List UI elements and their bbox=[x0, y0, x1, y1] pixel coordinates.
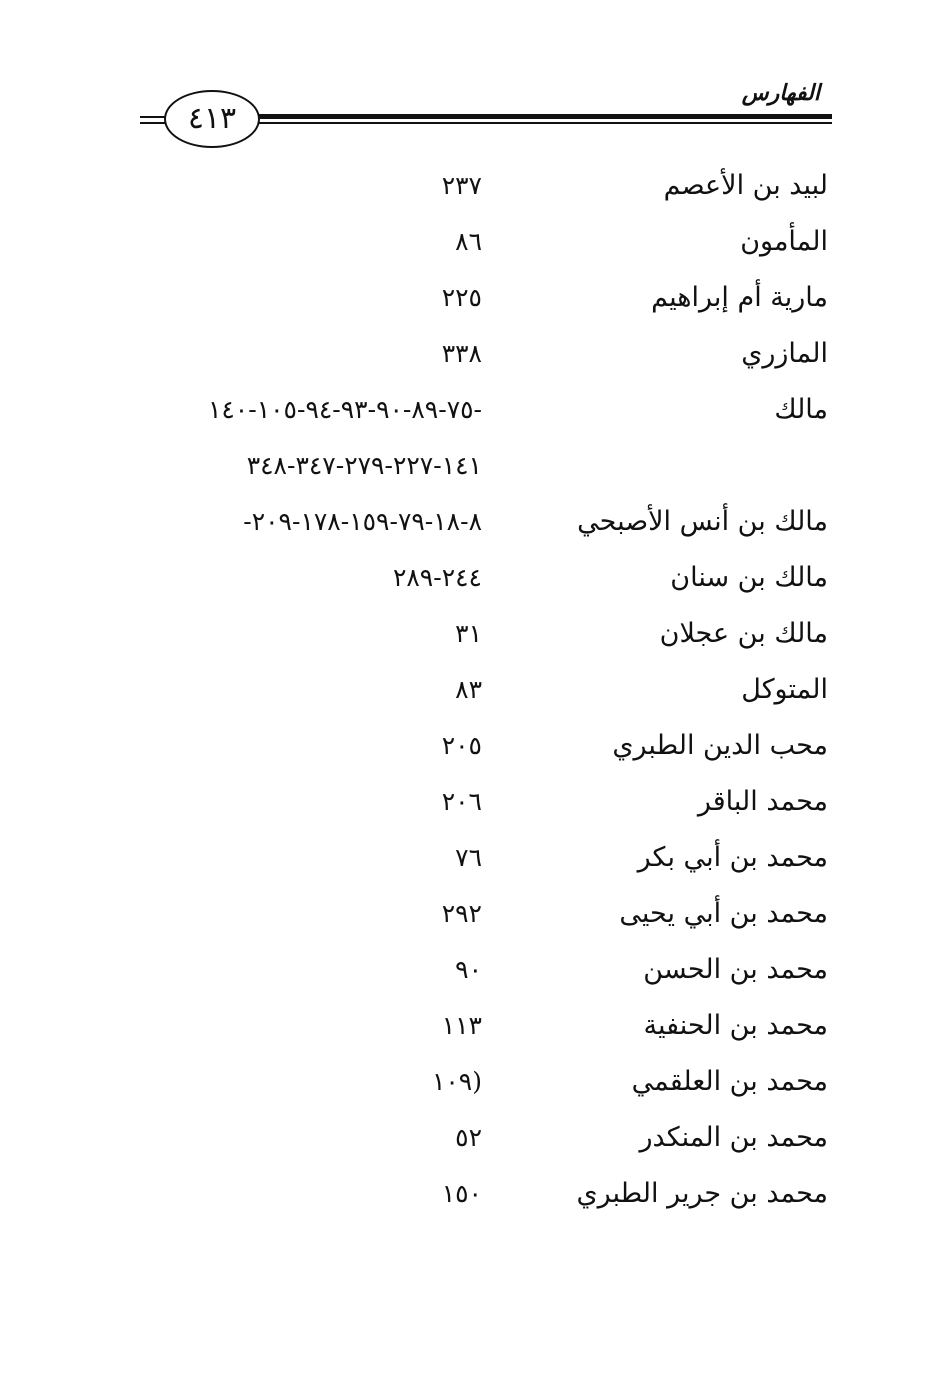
entry-name: محمد بن جرير الطبري bbox=[576, 1178, 828, 1209]
entry-pages: ٢٠٥ bbox=[441, 731, 482, 760]
entry-name: محمد بن العلقمي bbox=[631, 1066, 828, 1097]
index-entry bbox=[0, 272, 944, 328]
entry-pages: -٧٥-٨٩-٩٠-٩٣-٩٤-١٠٥-١٤٠ bbox=[207, 395, 482, 424]
entry-pages: ٢٤٤-٢٨٩ bbox=[392, 563, 482, 592]
index-entry bbox=[0, 160, 944, 216]
index-entry-continuation bbox=[0, 440, 944, 496]
page-number-oval bbox=[164, 90, 260, 148]
entry-pages: ٥٢ bbox=[455, 1123, 482, 1152]
index-entry bbox=[0, 888, 944, 944]
index-entry bbox=[0, 776, 944, 832]
entry-name: مارية أم إبراهيم bbox=[651, 282, 828, 313]
entry-pages: ٢٩٢ bbox=[441, 899, 482, 928]
header-rule-thick bbox=[240, 114, 832, 119]
entry-pages: ١٤١-٢٢٧-٢٧٩-٣٤٧-٣٤٨ bbox=[246, 451, 482, 480]
entry-name: محب الدين الطبري bbox=[612, 730, 828, 761]
index-entry bbox=[0, 328, 944, 384]
entry-name: المازري bbox=[741, 338, 828, 369]
index-entry bbox=[0, 496, 944, 552]
entry-pages: ١١٣ bbox=[441, 1011, 482, 1040]
index-entry bbox=[0, 664, 944, 720]
index-entry bbox=[0, 384, 944, 440]
index-entry bbox=[0, 944, 944, 1000]
index-entry bbox=[0, 552, 944, 608]
entry-name: محمد بن أبي يحيى bbox=[619, 898, 828, 929]
entry-pages: ٨-١٨-٧٩-١٥٩-١٧٨-٢٠٩- bbox=[243, 507, 482, 536]
entry-name: مالك بن أنس الأصبحي bbox=[577, 506, 828, 537]
index-entry bbox=[0, 720, 944, 776]
index-entry bbox=[0, 1112, 944, 1168]
entry-pages: ١٥٠ bbox=[441, 1179, 482, 1208]
entry-name: محمد بن الحنفية bbox=[643, 1010, 828, 1041]
entry-pages: (١٠٩ bbox=[431, 1067, 482, 1096]
entry-pages: ٧٦ bbox=[455, 843, 482, 872]
index-entry bbox=[0, 1000, 944, 1056]
entry-name: محمد بن الحسن bbox=[643, 954, 828, 985]
header-rule-thin bbox=[240, 122, 832, 124]
entry-name: محمد بن المنكدر bbox=[639, 1122, 828, 1153]
index-entry bbox=[0, 608, 944, 664]
entry-pages: ٩٠ bbox=[455, 955, 482, 984]
running-title: الفهارس bbox=[741, 80, 820, 106]
entry-name: مالك بن عجلان bbox=[659, 618, 828, 649]
entry-name: مالك بن سنان bbox=[670, 562, 828, 593]
index-entry bbox=[0, 1056, 944, 1112]
entry-name: محمد الباقر bbox=[697, 786, 828, 817]
page-header bbox=[140, 76, 832, 146]
page-number: ٤١٣ bbox=[187, 101, 237, 136]
index-entry bbox=[0, 1168, 944, 1224]
entry-name: محمد بن أبي بكر bbox=[637, 842, 828, 873]
index-entry bbox=[0, 216, 944, 272]
entry-pages: ٣١ bbox=[455, 619, 482, 648]
entry-name: المأمون bbox=[740, 226, 828, 257]
entry-name: المتوكل bbox=[741, 674, 828, 705]
entry-pages: ٨٣ bbox=[455, 675, 482, 704]
entry-pages: ٨٦ bbox=[455, 227, 482, 256]
entry-pages: ٢٢٥ bbox=[441, 283, 482, 312]
entry-pages: ٢٣٧ bbox=[441, 171, 482, 200]
entry-name: لبيد بن الأعصم bbox=[663, 170, 828, 201]
entry-pages: ٣٣٨ bbox=[441, 339, 482, 368]
entry-name: مالك bbox=[774, 394, 828, 425]
entry-pages: ٢٠٦ bbox=[441, 787, 482, 816]
index-entry bbox=[0, 832, 944, 888]
